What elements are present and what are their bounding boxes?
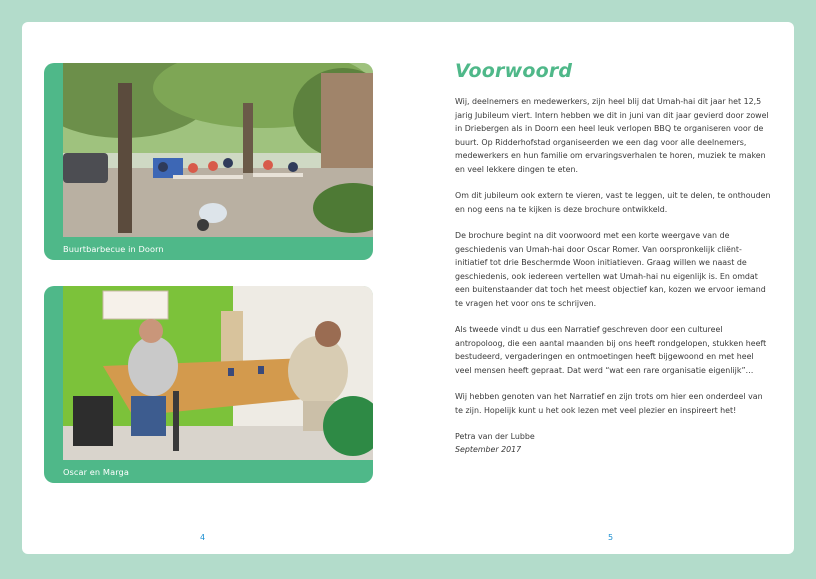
page-number-right: 5 xyxy=(608,533,614,542)
page-number-left: 4 xyxy=(200,533,206,542)
foreword-paragraph: Als tweede vindt u dus een Narratief geschreven door een cultureel antropoloog, die een aantal maanden bij ons heeft rondgelopen, stukken heeft bestudeerd, vergaderingen en ontmoetingen heeft bijgewoond en met heel veel mensen heeft gepraat. Dat werd “wat een rare organisatie eigenlijk”… xyxy=(455,325,767,375)
foreword-paragraph: De brochure begint na dit voorwoord met een korte weergave van de geschiedenis van Umah-hai door Oscar Romer. Van oorspronkelijk cliënt-initiatief tot drie Beschermde Woon initiatieven. Graag willen we naast de geschiedenis, ook iedereen vertellen wat Umah-hai nu eigenlijk is. En omdat een buitenstaander dat toch het meest objectief kan, kozen we ervoor iemand te vragen het voor ons te schrijven. xyxy=(455,231,766,308)
photo-card-barbecue xyxy=(44,63,373,260)
foreword-paragraph: Wij hebben genoten van het Narratief en zijn trots om hier een onderdeel van te zijn. Hopelijk kunt u het ook lezen met veel plezier en inspireert het! xyxy=(455,392,763,415)
signature-date: September 2017 xyxy=(455,445,522,454)
photo-caption: Buurtbarbecue in Doorn xyxy=(63,244,164,254)
barbecue-photo xyxy=(63,63,373,237)
photo-caption: Oscar en Marga xyxy=(63,467,129,477)
brochure-spread xyxy=(22,22,794,554)
page-title: Voorwoord xyxy=(455,60,573,82)
oscar-marga-photo xyxy=(63,286,373,460)
oscar-marga-photo-image xyxy=(63,286,373,460)
photo-card-oscar-marga xyxy=(44,286,373,483)
foreword-paragraph: Wij, deelnemers en medewerkers, zijn heel blij dat Umah-hai dit jaar het 12,5 jarig Jubileum viert. Intern hebben we dit in juni van dit jaar gevierd door zowel in Driebergen als in Doorn een heel leuk verlopen BBQ te organiseren voor de buurt. Op Ridderhofstad organiseerden we een dag voor alle deelnemers, medewerkers en hun familie om ervaringsverhalen te horen, muziek te maken en veel lekkere dingen te eten. xyxy=(455,97,769,174)
foreword-paragraph: Om dit jubileum ook extern te vieren, vast te leggen, uit te delen, te onthouden en nog eens na te kijken is deze brochure ontwikkeld. xyxy=(455,191,771,214)
signature-name: Petra van der Lubbe xyxy=(455,432,535,441)
foreword-column xyxy=(455,60,771,456)
barbecue-photo-image xyxy=(63,63,373,237)
